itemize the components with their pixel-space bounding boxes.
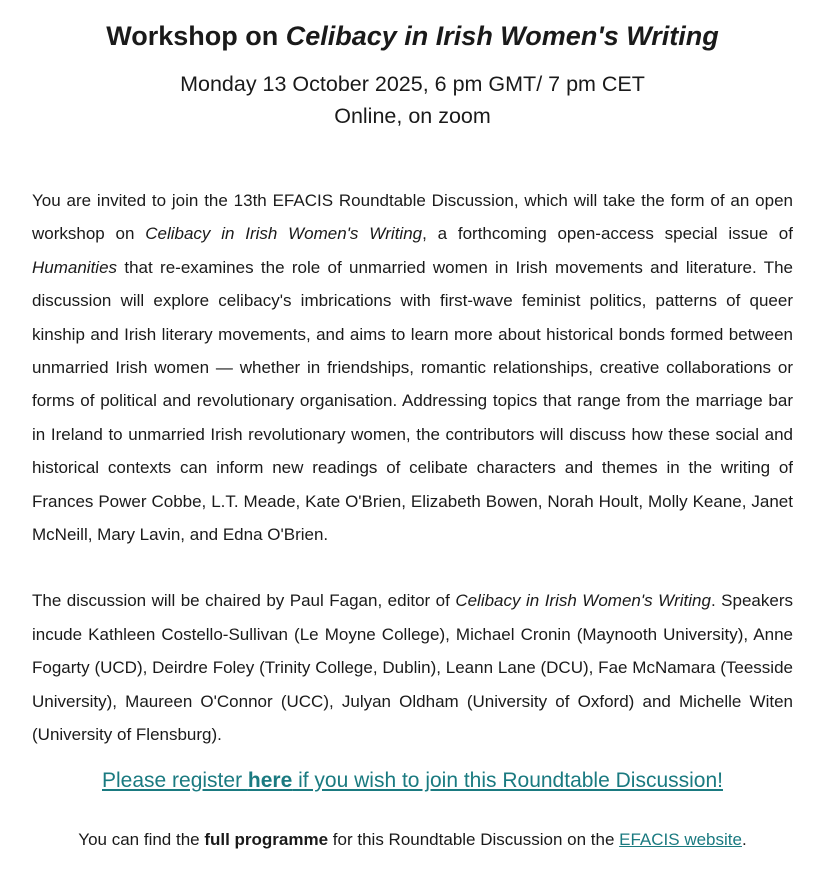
intro-text-1: You are invited to join the 13th EFACIS Roundtable Discussion, which will take the form of an open workshop on <box>32 191 793 244</box>
speakers-italic-title: Celibacy in Irish Women's Writing <box>455 591 711 611</box>
speakers-text-1: The discussion will be chaired by Paul Fagan, editor of <box>32 591 456 611</box>
event-date-line: Monday 13 October 2025, 6 pm GMT/ 7 pm CET <box>180 72 645 96</box>
intro-text-3: that re-examines the role of unmarried women in Irish movements and literature. The discussion will explore celibacy's imbrications with first-wave feminist politics, patterns of queer kinship and Irish literary movements, and aims to learn more about historical bonds formed between unmarried Irish women — whether in friendships, romantic relationships, creative collaborations or forms of political and revolutionary organisation. Addressing topics that range from the marriage bar in Ireland to unmarried Irish revolutionary women, the contributors will discuss how these social and historical contexts can inform new readings of celibate characters and themes in the writing of Frances Power Cobbe, L.T. Meade, Kate O'Brien, Elizabeth Bowen, Norah Hoult, Molly Keane, Janet McNeill, Mary Lavin, and Edna O'Brien. <box>32 257 793 545</box>
speakers-paragraph <box>32 584 793 751</box>
programme-text-bold: full programme <box>204 829 329 849</box>
event-location-line: Online, on zoom <box>334 104 491 128</box>
intro-paragraph <box>32 184 793 551</box>
register-text-before: Please register <box>102 768 248 792</box>
efacis-website-link[interactable]: EFACIS website <box>619 829 742 849</box>
speakers-text-2: . Speakers incude Kathleen Costello-Sullivan (Le Moyne College), Michael Cronin (Maynooth University), Anne Fogarty (UCD), Deirdre Foley (Trinity College, Dublin), Leann Lane (DCU), Fae McNamara (Teesside University), Maureen O'Connor (UCC), Julyan Oldham (University of Oxford) and Michelle Witen (University of Flensburg). <box>32 591 793 745</box>
title-prefix: Workshop on <box>106 21 286 51</box>
intro-text-2: , a forthcoming open-access special issue of <box>422 224 793 244</box>
programme-line <box>32 828 793 852</box>
register-text-after: if you wish to join this Roundtable Discussion! <box>292 768 723 792</box>
register-text-bold: here <box>247 768 293 792</box>
title-italic: Celibacy in Irish Women's Writing <box>285 21 719 51</box>
intro-italic-title: Celibacy in Irish Women's Writing <box>145 224 423 244</box>
intro-italic-journal: Humanities <box>32 257 118 277</box>
programme-text-before: You can find the <box>78 829 205 849</box>
programme-text-after: . <box>741 829 747 849</box>
programme-text-middle: for this Roundtable Discussion on the <box>328 829 620 849</box>
register-line <box>32 766 793 796</box>
page-title <box>32 0 793 53</box>
register-link[interactable] <box>102 769 723 792</box>
